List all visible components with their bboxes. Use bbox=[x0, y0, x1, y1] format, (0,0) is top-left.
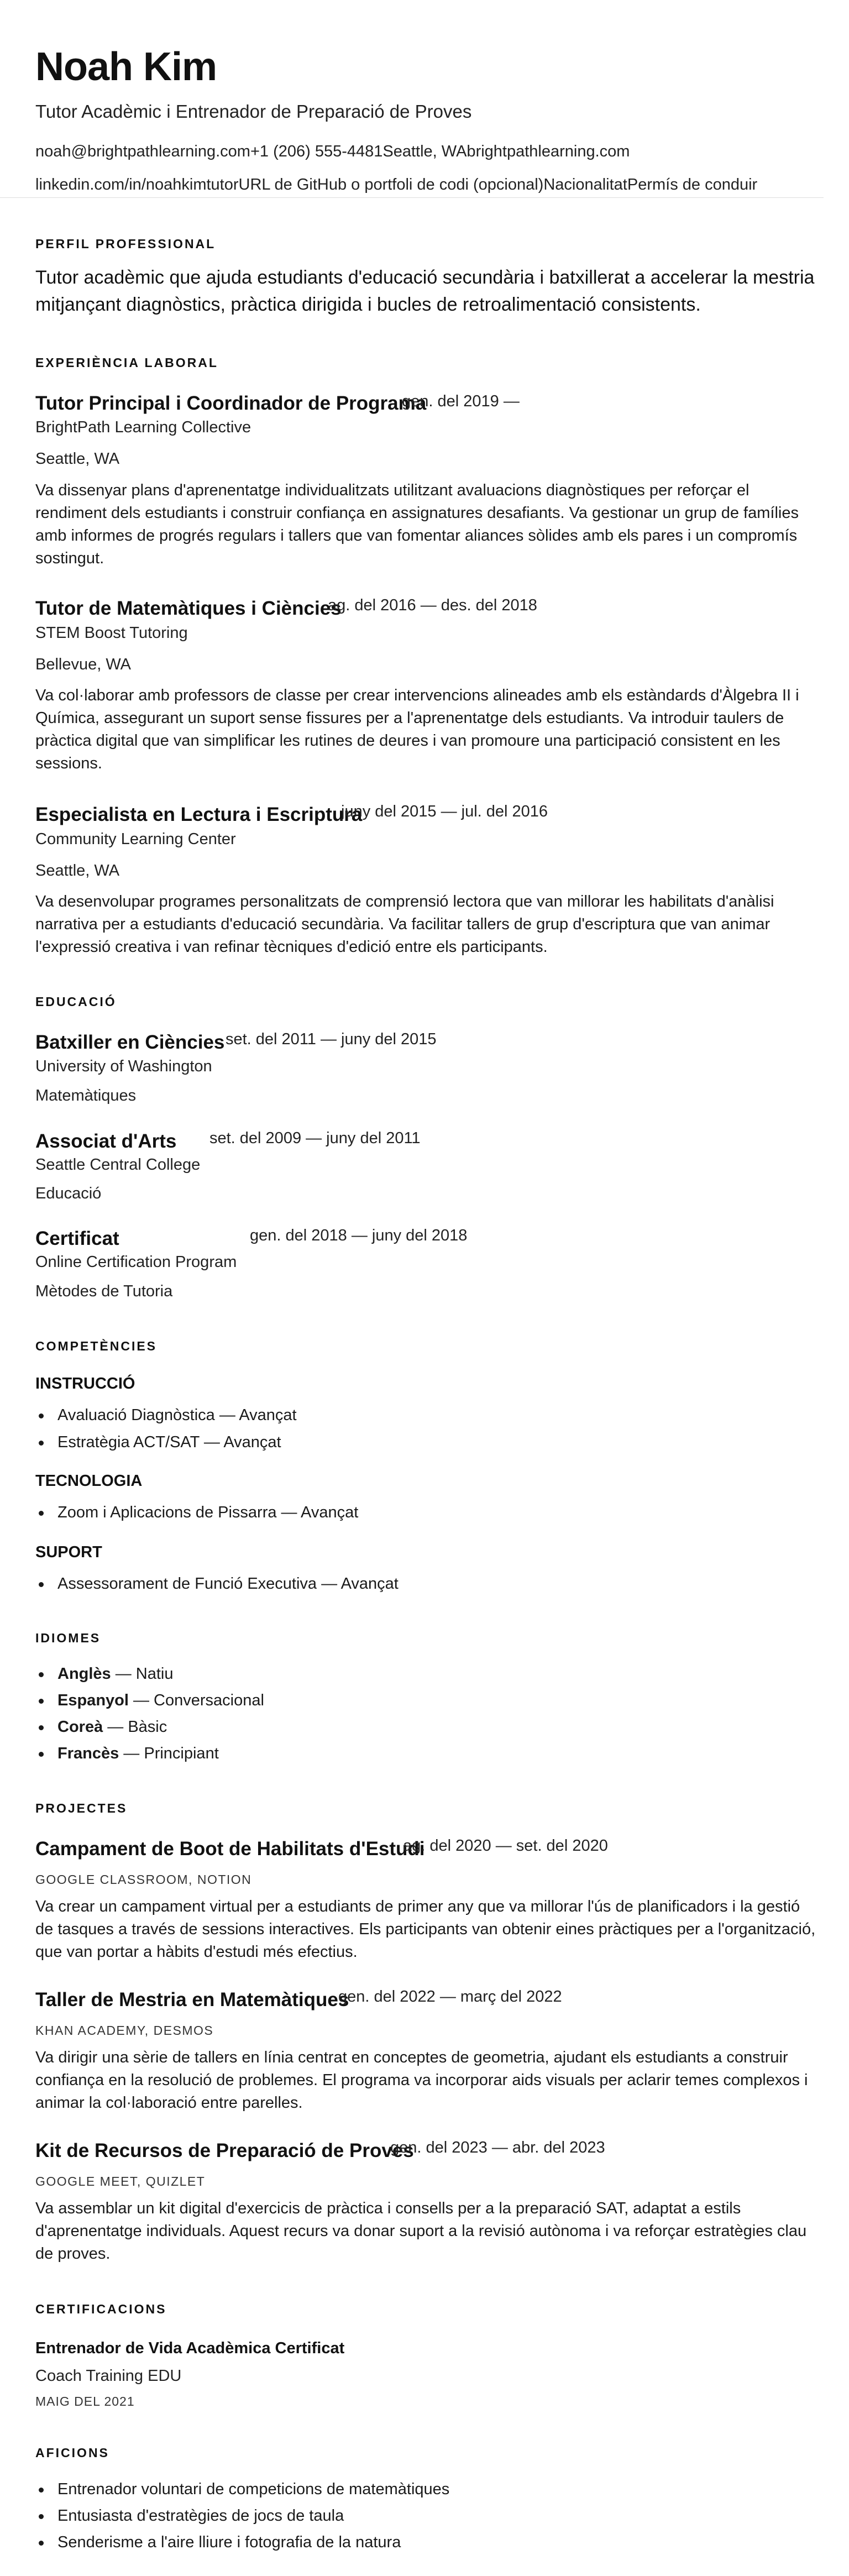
language-level: — Principiant bbox=[119, 1745, 219, 1762]
job-company: Community Learning Center bbox=[35, 830, 236, 848]
section-heading-education: EDUCACIÓ bbox=[35, 994, 117, 1009]
job-description: Va desenvolupar programes personalitzats de comprensió lectora que van millorar les habilitats d'anàlisi narrativa per a estudiants d'educació secundària. Va facilitar tallers de grup d'escriptura que van animar l'expressió creativa i van refinar tècniques d'edició entre els participants. bbox=[35, 893, 774, 956]
education-field: Educació bbox=[35, 1185, 102, 1202]
project-dates: ag. del 2020 — set. del 2020 bbox=[403, 1837, 608, 1855]
bullet-dot bbox=[39, 1725, 44, 1730]
bullet-dot bbox=[39, 2541, 44, 2546]
job-location: Seattle, WA bbox=[35, 862, 120, 879]
candidate-name: Noah Kim bbox=[35, 45, 217, 89]
section-heading-projects: PROJECTES bbox=[35, 1801, 128, 1815]
job-dates: ag. del 2016 — des. del 2018 bbox=[328, 596, 537, 614]
job-dates: gen. del 2019 — bbox=[402, 392, 520, 410]
certification-name: Entrenador de Vida Acadèmica Certificat bbox=[35, 2339, 345, 2357]
project-description: Va assemblar un kit digital d'exercicis de pràctica i consells per a la preparació SAT, adaptat a estils d'aprenentatge individuals. Aquest recurs va donar suport a la revisió autònoma i va reforçar estratègies clau de proves. bbox=[35, 2200, 807, 2263]
hobby-text: Entusiasta d'estratègies de jocs de taula bbox=[57, 2507, 344, 2525]
job-title: Especialista en Lectura i Escriptura bbox=[35, 804, 363, 825]
education-school: Online Certification Program bbox=[35, 1253, 237, 1271]
education-degree: Batxiller en Ciències bbox=[35, 1032, 225, 1053]
skill-item-text: Estratègia ACT/SAT — Avançat bbox=[57, 1433, 281, 1451]
section-heading-languages: IDIOMES bbox=[35, 1631, 101, 1645]
language-name: Anglès bbox=[57, 1665, 111, 1683]
job-description: Va col·laborar amb professors de classe per crear intervencions alineades amb els estàndards d'Àlgebra II i Química, assegurant un suport sense fissures per a l'aprenentatge dels estudiants. Va introduir taulers de pràctica digital que van simplificar les rutines de deures i van promoure una participació consistent en les sessions. bbox=[35, 687, 799, 772]
candidate-title: Tutor Acadèmic i Entrenador de Preparació de Proves bbox=[35, 101, 472, 122]
bullet-dot bbox=[39, 2514, 44, 2519]
education-dates: gen. del 2018 — juny del 2018 bbox=[250, 1227, 468, 1244]
bullet-dot bbox=[39, 1441, 44, 1446]
project-dates: gen. del 2022 — març del 2022 bbox=[338, 1988, 562, 2006]
education-dates: set. del 2011 — juny del 2015 bbox=[226, 1030, 437, 1048]
bullet-dot bbox=[39, 1752, 44, 1757]
skill-item-text: Assessorament de Funció Executiva — Avançat bbox=[57, 1575, 399, 1593]
project-description: Va dirigir una sèrie de tallers en línia centrat en conceptes de geometria, ajudant els estudiants a construir confiança en la resolució de problemes. El programa va incorporar aids visuals per aclarir temes complexos i animar la col·laboració entre parelles. bbox=[35, 2049, 808, 2112]
skill-group-name: INSTRUCCIÓ bbox=[35, 1375, 135, 1392]
language-level: — Natiu bbox=[111, 1665, 174, 1683]
section-heading-skills: COMPETÈNCIES bbox=[35, 1339, 158, 1353]
education-dates: set. del 2009 — juny del 2011 bbox=[209, 1129, 421, 1147]
education-field: Mètodes de Tutoria bbox=[35, 1282, 173, 1300]
job-title: Tutor Principal i Coordinador de Programa bbox=[35, 392, 427, 414]
bullet-dot bbox=[39, 1413, 44, 1418]
project-tech: GOOGLE MEET, QUIZLET bbox=[35, 2174, 206, 2188]
section-heading-certifications: CERTIFICACIONS bbox=[35, 2302, 167, 2316]
job-title: Tutor de Matemàtiques i Ciències bbox=[35, 598, 342, 619]
skill-item-text: Avaluació Diagnòstica — Avançat bbox=[57, 1406, 297, 1424]
language-name: Francès bbox=[57, 1745, 119, 1762]
skill-group-name: SUPORT bbox=[35, 1543, 102, 1561]
job-description: Va dissenyar plans d'aprenentatge individualitzats utilitzant avaluacions diagnòstiques per reforçar el rendiment dels estudiants i construir confiança en assignatures desafiants. Va gestionar un grup de famílies amb informes de progrés regulars i tallers que van fomentar aliances sòlides amb els pares i un compromís sostingut. bbox=[35, 481, 799, 567]
certification-date: MAIG DEL 2021 bbox=[35, 2394, 135, 2409]
bullet-dot bbox=[39, 1699, 44, 1704]
job-location: Seattle, WA bbox=[35, 450, 120, 468]
education-school: University of Washington bbox=[35, 1057, 212, 1075]
header-divider bbox=[0, 197, 824, 198]
job-company: BrightPath Learning Collective bbox=[35, 418, 251, 436]
project-dates: gen. del 2023 — abr. del 2023 bbox=[390, 2139, 605, 2156]
job-dates: juny del 2015 — jul. del 2016 bbox=[341, 803, 548, 820]
hobby-text: Entrenador voluntari de competicions de matemàtiques bbox=[57, 2480, 450, 2498]
language-name: Espanyol bbox=[57, 1692, 129, 1709]
education-school: Seattle Central College bbox=[35, 1156, 201, 1174]
job-location: Bellevue, WA bbox=[35, 656, 131, 673]
contact-line-secondary: linkedin.com/in/noahkimtutorURL de GitHub o portfoli de codi (opcional)NacionalitatPermís de conduir bbox=[35, 176, 758, 193]
project-tech: KHAN ACADEMY, DESMOS bbox=[35, 2023, 214, 2038]
education-degree: Certificat bbox=[35, 1228, 119, 1249]
profile-summary: Tutor acadèmic que ajuda estudiants d'educació secundària i batxillerat a accelerar la mestria mitjançant diagnòstics, pràctica dirigida i bucles de retroalimentació consistents. bbox=[35, 267, 815, 315]
language-level: — Conversacional bbox=[128, 1692, 264, 1709]
bullet-dot bbox=[39, 1511, 44, 1516]
project-title: Campament de Boot de Habilitats d'Estudi bbox=[35, 1838, 425, 1860]
section-heading-hobbies: AFICIONS bbox=[35, 2446, 109, 2460]
bullet-dot bbox=[39, 1672, 44, 1677]
section-heading-experience: EXPERIÈNCIA LABORAL bbox=[35, 355, 218, 370]
job-company: STEM Boost Tutoring bbox=[35, 624, 188, 642]
hobby-text: Senderisme a l'aire lliure i fotografia de la natura bbox=[57, 2533, 401, 2551]
bullet-dot bbox=[39, 1582, 44, 1587]
skill-item-text: Zoom i Aplicacions de Pissarra — Avançat bbox=[57, 1504, 359, 1521]
education-field: Matemàtiques bbox=[35, 1087, 137, 1104]
certification-issuer: Coach Training EDU bbox=[35, 2367, 182, 2385]
language-name: Coreà bbox=[57, 1718, 103, 1736]
section-heading-profile: PERFIL PROFESSIONAL bbox=[35, 237, 216, 251]
project-tech: GOOGLE CLASSROOM, NOTION bbox=[35, 1872, 252, 1887]
skill-group-name: TECNOLOGIA bbox=[35, 1472, 143, 1490]
education-degree: Associat d'Arts bbox=[35, 1130, 177, 1152]
project-title: Taller de Mestria en Matemàtiques bbox=[35, 1989, 349, 2010]
language-level: — Bàsic bbox=[103, 1718, 167, 1736]
bullet-dot bbox=[39, 2488, 44, 2493]
project-description: Va crear un campament virtual per a estudiants de primer any que va millorar l'ús de planificadors i la gestió de tasques a través de sessions interactives. Els participants van obtenir eines pràctiques per a l'organització, que van portar a hàbits d'estudi més efectius. bbox=[35, 1898, 816, 1961]
project-title: Kit de Recursos de Preparació de Proves bbox=[35, 2140, 414, 2161]
contact-line-primary: noah@brightpathlearning.com+1 (206) 555-4481Seattle, WAbrightpathlearning.com bbox=[35, 143, 630, 160]
